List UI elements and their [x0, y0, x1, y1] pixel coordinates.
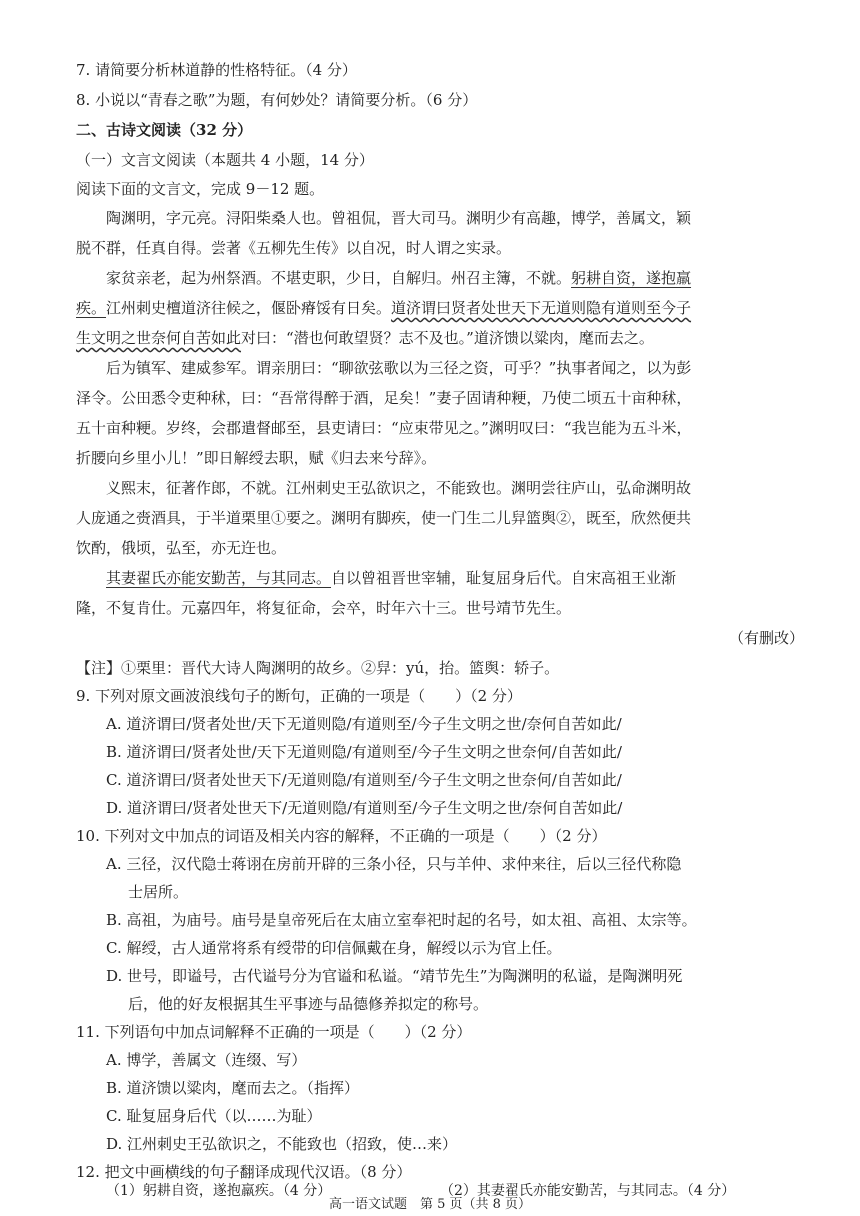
underlined-sentence: 其妻翟氏亦能安勤苦，与其同志。	[106, 569, 332, 587]
passage-line: 折腰向乡里小儿！”即日解绶去职，赋《归去来兮辞》。	[76, 449, 437, 467]
passage-line: 陶渊明，字元亮。浔阳柴桑人也。曾祖侃，晋大司马。渊明少有高趣，博学，善属文，颖	[106, 209, 692, 227]
question-10-stem: 10. 下列对文中加点的词语及相关内容的解释，不正确的一项是（ ）（2 分）	[76, 827, 607, 845]
question-10-option-a-cont: 士居所。	[128, 883, 189, 901]
passage-line	[106, 566, 676, 590]
question-11-option-a: A. 博学，善属文（连缀、写）	[106, 1051, 307, 1069]
question-11-stem: 11. 下列语句中加点词解释不正确的一项是（ ）（2 分）	[76, 1023, 472, 1041]
passage-line: 人庞通之赍酒具，于半道栗里①要之。渊明有脚疾，使一门生二儿舁篮舆②，既至，欣然便共	[76, 509, 692, 527]
question-9-option-a: A. 道济谓曰/贤者处世/天下无道则隐/有道则至/今子生文明之世/奈何自苦如此/	[106, 715, 622, 733]
passage-line: 饮酌，俄顷，弘至，亦无迕也。	[76, 539, 287, 557]
question-12-stem: 12. 把文中画横线的句子翻译成现代汉语。（8 分）	[76, 1163, 412, 1181]
question-9-option-d: D. 道济谓曰/贤者处世天下/无道则隐/有道则至/今子生文明之世/奈何自苦如此/	[106, 799, 623, 817]
passage-text: 家贫亲老，起为州祭酒。不堪吏职，少日，自解归。州召主簿，不就。	[106, 269, 572, 287]
annotation-notes: 【注】①栗里：晋代大诗人陶渊明的故乡。②舁：yú，抬。篮舆：轿子。	[76, 659, 560, 677]
question-12-sentence-2: （2）其妻翟氏亦能安勤苦，与其同志。（4 分）	[440, 1183, 736, 1199]
passage-line	[76, 296, 691, 320]
question-12-sentence-1: （1）躬耕自资，遂抱羸疾。（4 分）	[106, 1183, 332, 1199]
passage-line	[76, 326, 654, 350]
passage-text: 江州刺史檀道济往候之，偃卧瘠馁有日矣。	[106, 299, 392, 317]
passage-line: 脱不群，任真自得。尝著《五柳先生传》以自况，时人谓之实录。	[76, 239, 512, 257]
section-heading: 二、古诗文阅读（32 分）	[76, 121, 253, 139]
wavy-underlined-sentence: 道济谓曰贤者处世天下无道则隐有道则至今子	[391, 299, 692, 317]
passage-line: 后为镇军、建威参军。谓亲朋曰：“聊欲弦歌以为三径之资，可乎？”执事者闻之，以为彭	[106, 359, 692, 377]
question-10-option-a: A. 三径，汉代隐士蒋诩在房前开辟的三条小径，只与羊仲、求仲来往，后以三径代称隐	[106, 855, 682, 873]
wavy-underlined-sentence: 生文明之世奈何自苦如此	[76, 329, 242, 347]
question-10-option-d: D. 世号，即谥号，古代谥号分为官谥和私谥。“靖节先生”为陶渊明的私谥，是陶渊明死	[106, 967, 683, 985]
question-9-stem: 9. 下列对原文画波浪线句子的断句，正确的一项是（ ）（2 分）	[76, 687, 522, 705]
subsection-heading: （一）文言文阅读（本题共 4 小题，14 分）	[76, 151, 374, 169]
question-9-option-b: B. 道济谓曰/贤者处世/天下无道则隐/有道则至/今子生文明之世奈何/自苦如此/	[106, 743, 622, 761]
passage-text: 对曰：“潜也何敢望贤？志不及也。”道济馈以粱肉，麾而去之。	[241, 329, 654, 347]
underlined-sentence: 躬耕自资，遂抱羸	[571, 269, 692, 287]
page-footer: 高一语文试题 第 5 页（共 8 页）	[328, 1197, 532, 1212]
passage-line: 五十亩种粳。岁终，会郡遣督邮至，县吏请曰：“应束带见之。”渊明叹曰：“我岂能为五斗米，	[76, 419, 692, 437]
instruction: 阅读下面的文言文，完成 9－12 题。	[76, 180, 325, 198]
passage-line	[106, 266, 691, 290]
question-7: 7. 请简要分析林道静的性格特征。（4 分）	[76, 61, 357, 79]
question-11-option-d: D. 江州刺史王弘欲识之，不能致也（招致，使…来）	[106, 1135, 458, 1153]
passage-line: 义熙末，征著作郎，不就。江州刺史王弘欲识之，不能致也。渊明尝往庐山，弘命渊明故	[106, 479, 692, 497]
question-10-option-c: C. 解绶，古人通常将系有绶带的印信佩戴在身，解绶以示为官上任。	[106, 939, 562, 957]
passage-line: 隆，不复肯仕。元嘉四年，将复征命，会卒，时年六十三。世号靖节先生。	[76, 599, 572, 617]
question-8: 8. 小说以“青春之歌”为题，有何妙处？请简要分析。（6 分）	[76, 91, 478, 109]
source-note: （有删改）	[728, 629, 804, 647]
passage-text: 自以曾祖晋世宰辅，耻复屈身后代。自宋高祖王业渐	[331, 569, 677, 587]
question-10-option-d-cont: 后，他的好友根据其生平事迹与品德修养拟定的称号。	[128, 995, 489, 1013]
question-9-option-c: C. 道济谓曰/贤者处世天下/无道则隐/有道则至/今子生文明之世奈何/自苦如此/	[106, 771, 622, 789]
underlined-sentence: 疾。	[76, 299, 107, 317]
passage-line: 泽令。公田悉令吏种秫，曰：“吾常得醉于酒，足矣！”妻子固请种粳，乃使二顷五十亩种秫，	[76, 389, 692, 407]
question-11-option-b: B. 道济馈以粱肉，麾而去之。（指挥）	[106, 1079, 360, 1097]
question-10-option-b: B. 高祖，为庙号。庙号是皇帝死后在太庙立室奉祀时起的名号，如太祖、高祖、太宗等。	[106, 911, 697, 929]
question-11-option-c: C. 耻复屈身后代（以……为耻）	[106, 1107, 322, 1125]
